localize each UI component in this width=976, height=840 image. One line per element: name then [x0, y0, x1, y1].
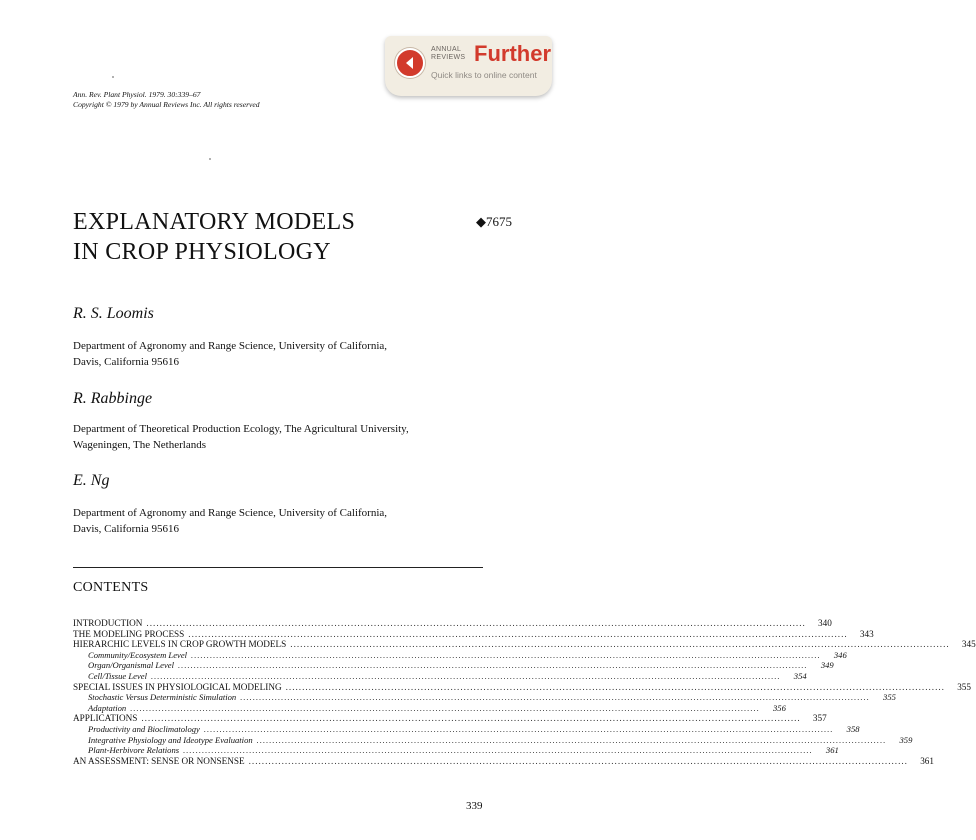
- toc-entry[interactable]: [73, 639, 976, 650]
- toc-entry[interactable]: [73, 702, 786, 714]
- toc-entry-label: Integrative Physiology and Ideotype Evaluation: [88, 734, 253, 745]
- toc-entry-page: 345: [961, 639, 976, 650]
- toc-entry[interactable]: [73, 660, 834, 671]
- toc-entry[interactable]: [73, 618, 832, 629]
- toc-entry-label: AN ASSESSMENT: SENSE OR NONSENSE: [73, 755, 245, 766]
- divider: [73, 567, 483, 568]
- contents-heading: CONTENTS: [73, 580, 149, 595]
- toc-entry-page: 346: [833, 649, 847, 660]
- toc-entry-page: 357: [812, 713, 827, 724]
- article-title-line2: IN CROP PHYSIOLOGY: [73, 239, 331, 265]
- toc-leader-dots: ........................................................................................................................................................................................................: [178, 660, 808, 671]
- toc-entry-label: HIERARCHIC LEVELS IN CROP GROWTH MODELS: [73, 639, 287, 650]
- toc-entry-label: Productivity and Bioclimatology: [88, 723, 200, 734]
- toc-leader-dots: ........................................................................................................................................................................................................: [141, 713, 801, 724]
- badge-subtitle: Quick links to online content: [431, 70, 537, 80]
- citation: Ann. Rev. Plant Physiol. 1979. 30:339–67 Copyright © 1979 by Annual Reviews Inc. All rights reserved: [73, 90, 260, 109]
- toc-entry[interactable]: [73, 713, 827, 724]
- toc-entry-label: Plant-Herbivore Relations: [88, 745, 180, 756]
- toc-entry[interactable]: [73, 723, 860, 735]
- author-name: R. S. Loomis: [73, 305, 154, 322]
- toc-entry[interactable]: [73, 649, 847, 661]
- toc-entry-label: SPECIAL ISSUES IN PHYSIOLOGICAL MODELING: [73, 681, 282, 692]
- toc-entry[interactable]: [73, 681, 971, 693]
- play-icon: [395, 48, 425, 78]
- further-badge[interactable]: [385, 36, 552, 96]
- toc-entry-page: 343: [859, 628, 874, 639]
- toc-leader-dots: ........................................................................................................................................................................................................: [240, 692, 870, 703]
- author-affiliation: Department of Agronomy and Range Science, University of California, Davis, California 95616: [73, 507, 388, 535]
- toc-entry[interactable]: [73, 628, 874, 640]
- toc-leader-dots: ........................................................................................................................................................................................................: [188, 628, 848, 639]
- article-title-line1: EXPLANATORY MODELS: [73, 209, 356, 235]
- toc-leader-dots: ........................................................................................................................................................................................................: [146, 618, 806, 628]
- toc-entry-page: 359: [899, 734, 913, 745]
- toc-entry-label: Adaptation: [88, 702, 127, 713]
- toc-entry-page: 355: [957, 681, 971, 692]
- toc-entry-label: Cell/Tissue Level: [88, 670, 147, 681]
- article-code: ◆7675: [476, 214, 512, 229]
- toc-entry-page: 356: [773, 702, 786, 713]
- toc-entry-page: 355: [883, 692, 896, 703]
- speck: [209, 158, 211, 160]
- toc-entry[interactable]: [73, 755, 934, 767]
- toc-leader-dots: ........................................................................................................................................................................................................: [248, 755, 908, 766]
- toc-entry-label: Organ/Organismal Level: [88, 660, 175, 671]
- toc-entry[interactable]: [73, 745, 839, 756]
- toc-entry-label: Community/Ecosystem Level: [88, 649, 188, 660]
- toc-entry[interactable]: [73, 670, 807, 682]
- author-affiliation: Department of Theoretical Production Ecology, The Agricultural University, Wageningen, The Netherlands: [73, 423, 409, 451]
- page-number: 339: [466, 800, 483, 812]
- toc-entry-label: THE MODELING PROCESS: [73, 628, 185, 639]
- toc-entry-page: 361: [920, 755, 934, 766]
- toc-leader-dots: ........................................................................................................................................................................................................: [256, 734, 887, 745]
- toc-entry[interactable]: [73, 734, 913, 746]
- toc-entry-page: 358: [846, 723, 860, 734]
- toc-entry-label: APPLICATIONS: [73, 713, 138, 724]
- toc-entry-label: Stochastic Versus Deterministic Simulation: [88, 692, 237, 703]
- author-name: R. Rabbinge: [73, 390, 153, 407]
- toc-leader-dots: ........................................................................................................................................................................................................: [191, 649, 821, 660]
- toc-entry-page: 354: [793, 670, 807, 681]
- toc-leader-dots: ........................................................................................................................................................................................................: [290, 639, 950, 650]
- speck: [112, 76, 114, 78]
- toc-leader-dots: ........................................................................................................................................................................................................: [130, 702, 760, 713]
- author-affiliation: Department of Agronomy and Range Science, University of California, Davis, California 95616: [73, 340, 388, 368]
- toc-leader-dots: ........................................................................................................................................................................................................: [183, 745, 813, 756]
- toc-entry-label: INTRODUCTION: [73, 618, 143, 628]
- toc-entry[interactable]: [73, 692, 896, 703]
- table-of-contents: [73, 618, 976, 766]
- author-name: E. Ng: [73, 472, 110, 489]
- toc-entry-page: 361: [825, 745, 839, 756]
- badge-further-text: Further: [474, 41, 551, 66]
- toc-leader-dots: ........................................................................................................................................................................................................: [285, 681, 945, 692]
- toc-entry-page: 340: [818, 618, 832, 628]
- toc-entry-page: 349: [820, 660, 834, 671]
- toc-leader-dots: ........................................................................................................................................................................................................: [203, 723, 834, 734]
- badge-brand: ANNUAL REVIEWS: [431, 46, 466, 61]
- toc-leader-dots: ........................................................................................................................................................................................................: [150, 670, 781, 681]
